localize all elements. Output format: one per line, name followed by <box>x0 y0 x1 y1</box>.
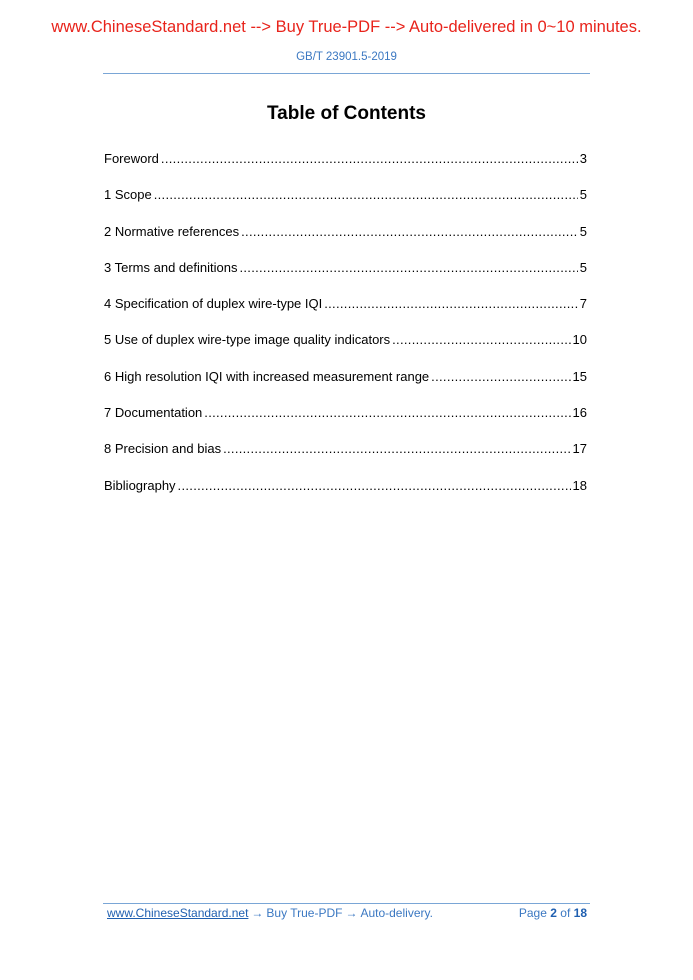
toc-entry-label: 5 Use of duplex wire-type image quality indicators <box>104 332 391 348</box>
dot-leader <box>178 477 571 495</box>
toc-entry-scope[interactable] <box>104 186 587 222</box>
toc-entry-label: 3 Terms and definitions <box>104 259 238 275</box>
page-footer <box>107 906 587 920</box>
toc-entry-label: 1 Scope <box>104 187 152 203</box>
page-indicator <box>519 906 587 920</box>
toc-entry-use-of-iqi[interactable] <box>104 331 587 367</box>
page-word: Page <box>518 906 547 920</box>
toc-entry-page: 17 <box>572 441 587 457</box>
toc-entry-page: 7 <box>579 296 587 312</box>
toc-entry-specification[interactable] <box>104 295 587 331</box>
dot-leader <box>392 331 570 349</box>
toc-entry-page: 16 <box>572 405 587 421</box>
toc-entry-label: 4 Specification of duplex wire-type IQI <box>104 296 323 312</box>
toc-entry-foreword[interactable] <box>104 150 587 186</box>
toc-entry-label: 8 Precision and bias <box>104 441 222 457</box>
current-page-number: 2 <box>550 906 557 920</box>
dot-leader <box>161 150 578 168</box>
dot-leader <box>239 259 577 277</box>
toc-entry-label: 6 High resolution IQI with increased measurement range <box>104 368 430 384</box>
document-code-header: GB/T 23901.5-2019 <box>296 51 397 63</box>
table-of-contents <box>104 150 587 513</box>
toc-entry-documentation[interactable] <box>104 404 587 440</box>
toc-entry-label: Bibliography <box>104 477 176 493</box>
toc-entry-page: 15 <box>572 368 587 384</box>
dot-leader <box>431 368 570 386</box>
total-page-count: 18 <box>573 906 587 920</box>
toc-entry-label: 7 Documentation <box>104 405 203 421</box>
toc-entry-normative-references[interactable] <box>104 223 587 259</box>
toc-entry-high-resolution-iqi[interactable] <box>104 368 587 404</box>
toc-entry-page: 3 <box>579 151 587 166</box>
dot-leader <box>204 404 570 422</box>
of-word: of <box>560 906 571 920</box>
delivery-text: Auto-delivery. <box>360 906 433 920</box>
toc-entry-label: Foreword <box>104 151 159 166</box>
toc-entry-page: 5 <box>579 223 587 239</box>
dot-leader <box>223 440 570 458</box>
right-arrow-icon: → <box>251 906 264 920</box>
toc-entry-page: 10 <box>572 332 587 348</box>
toc-entry-label: 2 Normative references <box>104 223 240 239</box>
right-arrow-icon: → <box>345 906 358 920</box>
dot-leader <box>154 186 578 204</box>
website-link[interactable]: www.ChineseStandard.net <box>107 906 249 920</box>
promo-banner: www.ChineseStandard.net --> Buy True-PDF --> Auto-delivered in 0~10 minutes. <box>51 18 642 36</box>
toc-entry-precision-bias[interactable] <box>104 440 587 476</box>
toc-entry-page: 18 <box>572 477 587 493</box>
header-divider <box>103 73 590 74</box>
dot-leader <box>324 295 578 313</box>
toc-title: Table of Contents <box>266 103 427 124</box>
toc-entry-page: 5 <box>579 259 587 275</box>
toc-entry-page: 5 <box>579 187 587 203</box>
buy-text: Buy True-PDF <box>266 906 343 920</box>
footer-divider <box>103 903 590 904</box>
dot-leader <box>241 223 578 241</box>
toc-entry-bibliography[interactable] <box>104 477 587 513</box>
toc-entry-terms-definitions[interactable] <box>104 259 587 295</box>
